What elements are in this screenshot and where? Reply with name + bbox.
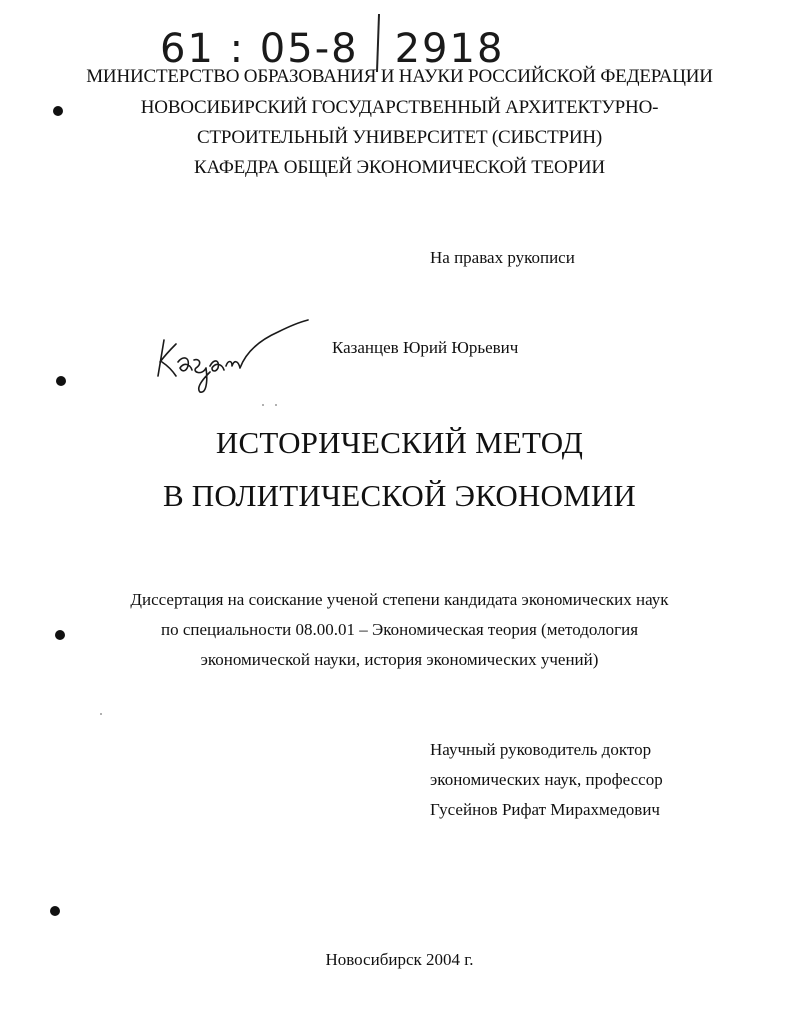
binding-hole [50,906,60,916]
archive-code-right: 2918 [394,26,505,72]
description-line-2: по специальности 08.00.01 – Экономическая теория (методология [160,620,639,639]
supervisor-line-2: экономических наук, профессор [430,770,663,789]
header-ministry: МИНИСТЕРСТВО ОБРАЗОВАНИЯ И НАУКИ РОССИЙСКОЙ ФЕДЕРАЦИИ [86,66,713,87]
scan-speck [100,713,102,715]
supervisor-line-3: Гусейнов Рифат Мирахмедович [430,800,660,819]
header-university-line2: СТРОИТЕЛЬНЫЙ УНИВЕРСИТЕТ (СИБСТРИН) [196,127,603,148]
archive-code-left: 61 : 05-8 [160,26,359,72]
title-line-2: В ПОЛИТИЧЕСКОЙ ЭКОНОМИИ [162,478,637,513]
author-signature [150,310,320,400]
description-line-3: экономической науки, история экономических учений) [200,650,599,669]
title-line-1: ИСТОРИЧЕСКИЙ МЕТОД [215,425,584,460]
archive-code [160,4,504,72]
description-line-1: Диссертация на соискание ученой степени кандидата экономических наук [130,590,669,609]
header-university-line1: НОВОСИБИРСКИЙ ГОСУДАРСТВЕННЫЙ АРХИТЕКТУРНО- [140,97,659,118]
footer-city-year: Новосибирск 2004 г. [325,950,474,969]
scan-speck [275,404,277,406]
author-name: Казанцев Юрий Юрьевич [332,338,519,357]
supervisor-line-1: Научный руководитель доктор [430,740,652,759]
binding-hole [56,376,66,386]
archive-code-divider [376,14,380,72]
header-department: КАФЕДРА ОБЩЕЙ ЭКОНОМИЧЕСКОЙ ТЕОРИИ [194,157,605,178]
manuscript-rights-note: На правах рукописи [430,248,575,267]
scan-speck [262,404,264,406]
